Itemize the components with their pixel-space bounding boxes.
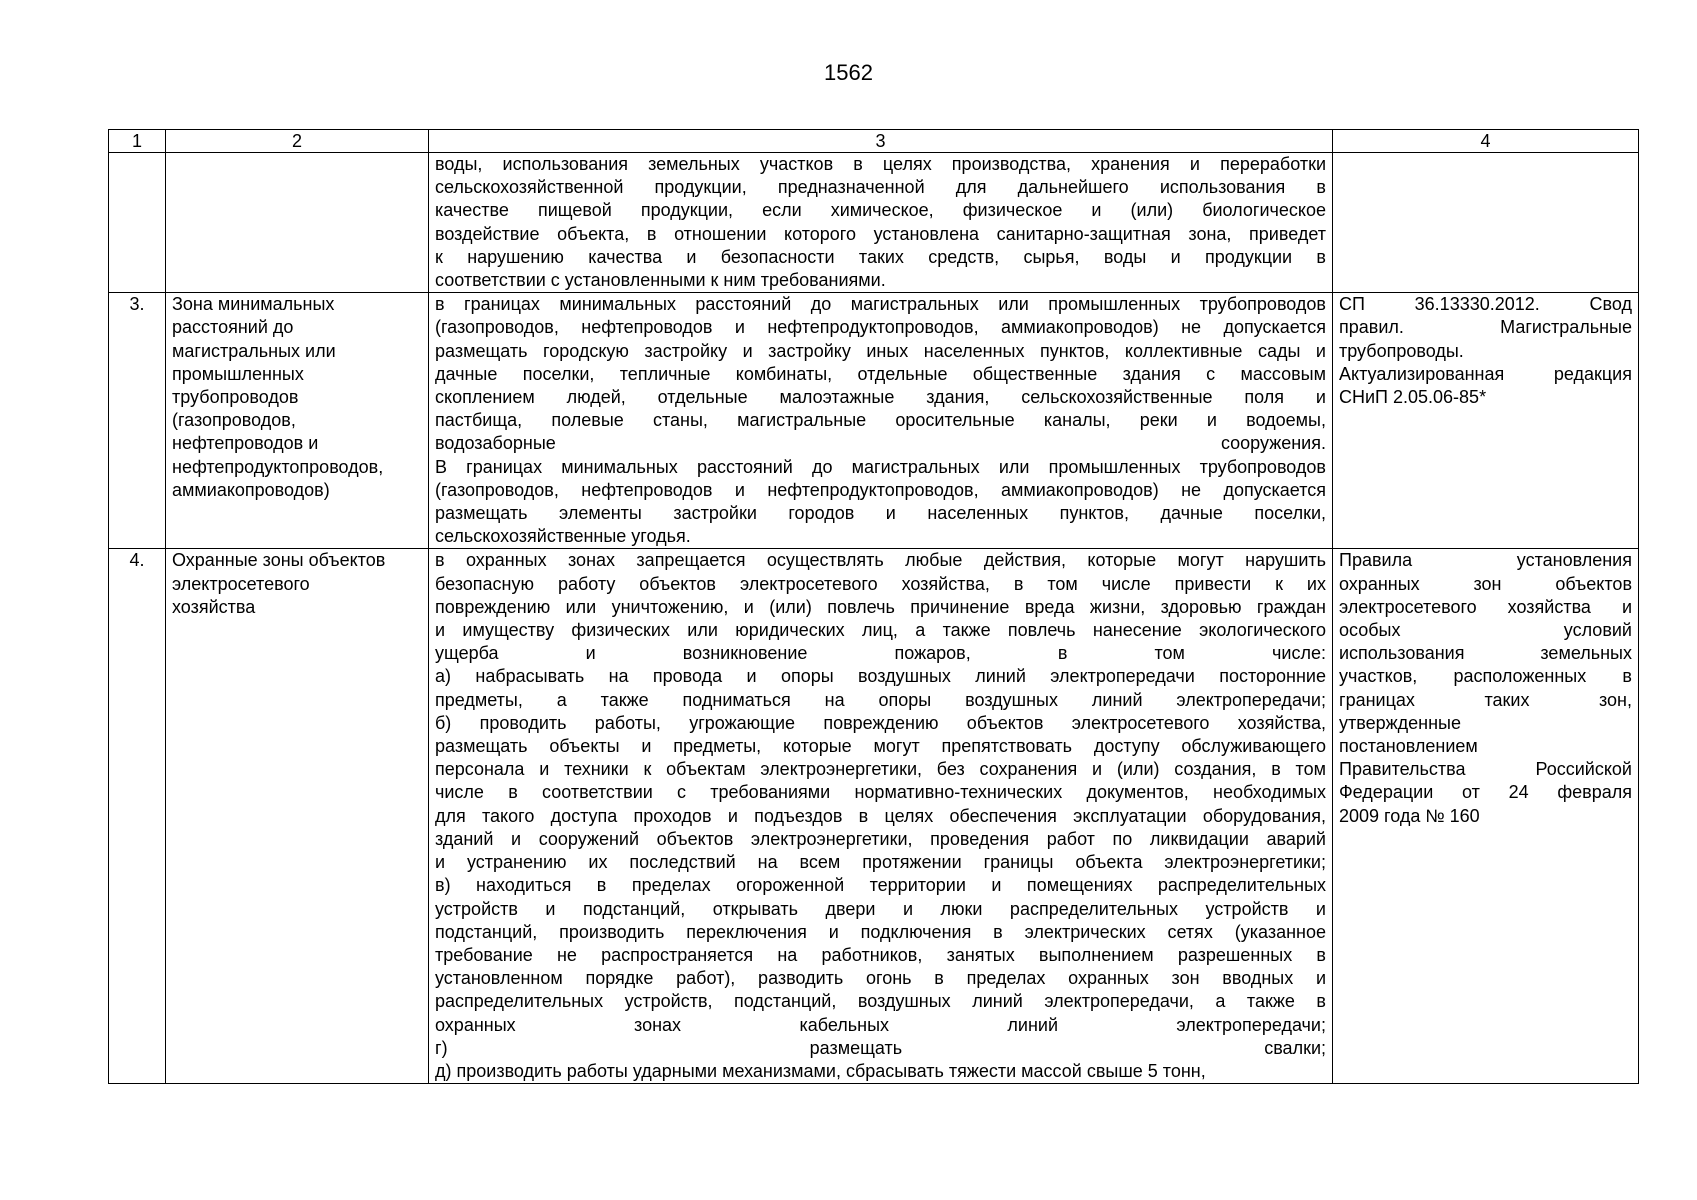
text-line: Актуализированная редакция (1339, 363, 1632, 384)
text-line: г) размещать свалки; (435, 1037, 1326, 1058)
restrictions-cell (429, 293, 1333, 549)
text-line: персонала и техники к объектам электроэнергетики, без сохранения и (или) создания, в том (435, 759, 1326, 780)
text-line: нефтепродуктопроводов, (172, 456, 384, 477)
zone-cell (166, 153, 429, 293)
source-cell (1333, 549, 1639, 1084)
text-line: охранных зонах кабельных линий электропередачи; (435, 1014, 1326, 1035)
text-line: утвержденные (1339, 712, 1462, 733)
text-line: электросетевого (172, 573, 310, 594)
text-line: В границах минимальных расстояний до магистральных или промышленных трубопроводов (435, 456, 1326, 477)
text-line: трубопроводов (172, 387, 299, 408)
text-line: воздействие объекта, в отношении которого установлена санитарно-защитная зона, приведет (435, 223, 1326, 244)
text-line: ущерба и возникновение пожаров, в том числе: (435, 643, 1326, 664)
text-line: устройств и подстанций, открывать двери и люки распределительных устройств и (435, 898, 1326, 919)
text-line: участков, расположенных в (1339, 666, 1632, 687)
text-line: воды, использования земельных участков в целях производства, хранения и переработки (435, 154, 1326, 174)
text-line: расстояний до (172, 317, 294, 338)
text-line: требование не распространяется на работников, занятых выполнением разрешенных в (435, 944, 1326, 965)
text-line: промышленных (172, 363, 304, 384)
text-line: подстанций, производить переключения и подключения в электрических сетях (указанное (435, 921, 1326, 942)
text-line: и имуществу физических или юридических лиц, а также повлечь нанесение экологического (435, 620, 1326, 641)
text-line: (газопроводов, нефтепроводов и нефтепродуктопроводов, аммиакопроводов) не допускается (435, 317, 1326, 338)
text-line: аммиакопроводов) (172, 479, 330, 500)
text-line: особых условий (1339, 620, 1632, 641)
text-line: СНиП 2.05.06-85* (1339, 387, 1487, 408)
text-line: повреждению или уничтожению, и (или) повлечь причинение вреда жизни, здоровью граждан (435, 596, 1326, 617)
text-line: безопасную работу объектов электросетевого хозяйства, в том числе привести к их (435, 573, 1326, 594)
text-line: к нарушению качества и безопасности таких средств, сырья, воды и продукции в (435, 246, 1326, 267)
table-row (109, 549, 1639, 1084)
text-line: использования земельных (1339, 643, 1632, 664)
row-number (109, 153, 166, 293)
text-line: в охранных зонах запрещается осуществлять любые действия, которые могут нарушить (435, 550, 1326, 571)
text-line: размещать городскую застройку и застройку иных населенных пунктов, коллективные сады и (435, 340, 1326, 361)
page-number: 1562 (824, 60, 873, 85)
header-col-3: 3 (429, 130, 1333, 153)
text-line: в границах минимальных расстояний до магистральных или промышленных трубопроводов (435, 294, 1326, 315)
text-line: скоплением людей, отдельные малоэтажные здания, сельскохозяйственные поля и (435, 387, 1326, 408)
text-line: электросетевого хозяйства и (1339, 596, 1632, 617)
row-number: 3. (109, 293, 166, 549)
text-line: хозяйства (172, 596, 256, 617)
restrictions-cell (429, 153, 1333, 293)
text-line: размещать объекты и предметы, которые могут препятствовать доступу обслуживающего (435, 736, 1326, 757)
header-col-2: 2 (166, 130, 429, 153)
text-line: сельскохозяйственные угодья. (435, 526, 691, 547)
text-line: Правительства Российской (1339, 759, 1632, 780)
text-line: предметы, а также подниматься на опоры воздушных линий электропередачи; (435, 689, 1326, 710)
text-line: распределительных устройств, подстанций, воздушных линий электропередачи, а также в (435, 991, 1326, 1012)
text-line: в) находиться в пределах огороженной территории и помещениях распределительных (435, 875, 1326, 896)
text-line: соответствии с установленными к ним требованиями. (435, 270, 886, 291)
text-line: Охранные зоны объектов (172, 550, 386, 571)
source-cell (1333, 293, 1639, 549)
text-line: Зона минимальных (172, 294, 335, 315)
text-line: 2009 года № 160 (1339, 805, 1480, 826)
table-row (109, 293, 1639, 549)
table-row (109, 153, 1639, 293)
text-line: Правила установления (1339, 550, 1632, 571)
text-line: установленном порядке работ), разводить огонь в пределах охранных зон вводных и (435, 968, 1326, 989)
text-line: числе в соответствии с требованиями нормативно-технических документов, необходимых (435, 782, 1326, 803)
text-line: сельскохозяйственной продукции, предназначенной для дальнейшего использования в (435, 177, 1326, 198)
regulation-table (108, 129, 1639, 1084)
text-line: (газопроводов, нефтепроводов и нефтепродуктопроводов, аммиакопроводов) не допускается (435, 479, 1326, 500)
text-line: Федерации от 24 февраля (1339, 782, 1632, 803)
text-line: зданий и сооружений объектов электроэнергетики, проведения работ по ликвидации аварий (435, 828, 1326, 849)
text-line: постановлением (1339, 736, 1478, 757)
text-line: и устранению их последствий на всем протяжении границы объекта электроэнергетики; (435, 852, 1326, 873)
text-line: СП 36.13330.2012. Свод (1339, 294, 1632, 315)
text-line: нефтепроводов и (172, 433, 319, 454)
text-line: качестве пищевой продукции, если химическое, физическое и (или) биологическое (435, 200, 1326, 221)
text-line: размещать элементы застройки городов и населенных пунктов, дачные поселки, (435, 503, 1326, 524)
zone-cell (166, 293, 429, 549)
text-line: водозаборные сооружения. (435, 433, 1326, 454)
text-line: дачные поселки, тепличные комбинаты, отдельные общественные здания с массовым (435, 363, 1326, 384)
text-line: охранных зон объектов (1339, 573, 1632, 594)
text-line: трубопроводы. (1339, 340, 1464, 361)
header-col-1: 1 (109, 130, 166, 153)
text-line: а) набрасывать на провода и опоры воздушных линий электропередачи посторонние (435, 666, 1326, 687)
zone-cell (166, 549, 429, 1084)
text-line: границах таких зон, (1339, 689, 1632, 710)
text-line: правил. Магистральные (1339, 317, 1632, 338)
header-col-4: 4 (1333, 130, 1639, 153)
text-line: магистральных или (172, 340, 336, 361)
text-line: для такого доступа проходов и подъездов в целях обеспечения эксплуатации оборудования, (435, 805, 1326, 826)
text-line: (газопроводов, (172, 410, 296, 431)
text-line: д) производить работы ударными механизмами, сбрасывать тяжести массой свыше 5 тонн, (435, 1060, 1206, 1081)
text-line: б) проводить работы, угрожающие повреждению объектов электросетевого хозяйства, (435, 712, 1326, 733)
restrictions-cell (429, 549, 1333, 1084)
source-cell (1333, 153, 1639, 293)
text-line: пастбища, полевые станы, магистральные оросительные каналы, реки и водоемы, (435, 410, 1326, 431)
row-number: 4. (109, 549, 166, 1084)
table-header-row (109, 130, 1639, 153)
